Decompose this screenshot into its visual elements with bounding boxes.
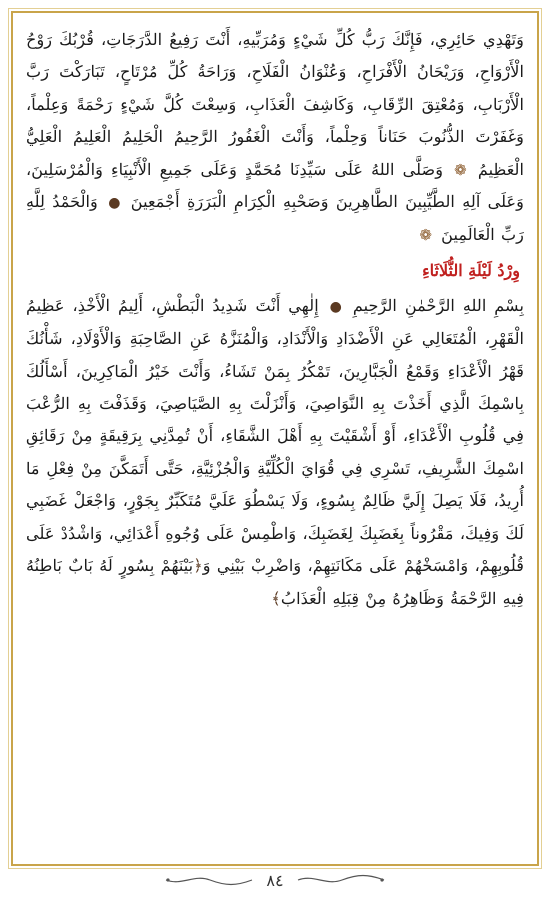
text-area: [26, 24, 524, 849]
paragraph-text: إِلٰهِي أَنْتَ شَدِيدُ الْبَطْشِ، أَلِيمُ الْأَخْذِ، عَظِيمُ الْقَهْرِ، الْمُتَعَالِي عَنِ الْأَضْدَادِ وَالْأَنْدَادِ، وَالْمُنَزَّهُ عَنِ الصَّاحِبَةِ وَالْأَوْلَادِ، شَأْنُكَ قَهْرُ الْأَعْدَاءِ وَقَمْعُ الْجَبَّارِينَ، تَمْكُرُ بِمَنْ تَشَاءُ، وَأَنْتَ خَيْرُ الْمَاكِرِينَ، أَسْأَلُكَ بِاسْمِكَ الَّذِي أَخَذْتَ بِهِ النَّوَاصِيَ، وَأَنْزَلْتَ بِهِ الصَّيَاصِيَ، وَقَذَفْتَ بِهِ الرُّعْبَ فِي قُلُوبِ الْأَعْدَاءِ، أَوْ أَشْقَيْتَ بِهِ أَهْلَ الشَّقَاءِ، أَنْ تُمِدَّنِي بِرَقِيقَةٍ مِنْ رَقَائِقِ اسْمِكَ الشَّرِيفِ، تَسْرِي فِي قُوَايَ الْكُلِّيَّةِ وَالْجُزْئِيَّةِ، حَتَّى أَتَمَكَّنَ مِنْ فِعْلِ مَا أُرِيدُ، فَلَا يَصِلَ إِلَيَّ ظَالِمٌ بِسُوءٍ، وَلَا يَسْطُوَ عَلَيَّ مُتَكَبِّرٌ بِجَوْرٍ، وَاجْعَلْ غَضَبِي لَكَ وَفِيكَ، مَقْرُوناً بِغَضَبِكَ لِغَضَبِكَ، وَاطْمِسْ عَلَى وُجُوهِ أَعْدَائِي، وَاشْدُدْ عَلَى قُلُوبِهِمْ، وَامْسَخْهُمْ عَلَى مَكَانَتِهِمْ، وَاضْرِبْ بَيْنِي وَ: [26, 295, 525, 576]
dot-separator-icon: ●: [329, 298, 342, 315]
flourish-left-icon: [296, 873, 386, 887]
section-heading: وِرْدُ لَيْلَةِ الثُّلَاثَاءِ: [422, 260, 520, 280]
paragraph-text: وَتَهْدِي حَائِرِي، فَإِنَّكَ رَبُّ كُلِّ شَيْءٍ وَمُرَبِّيهِ، أَنْتَ رَفِيعُ الدَّرَجَاتِ، قُرْبُكَ رَوْحُ الْأَرْوَاحِ، وَرَيْحَانُ الْأَفْرَاحِ، وَعُنْوَانُ الْفَلَاحِ، وَرَاحَةُ كُلِّ مُرْتَاحٍ، تَبَارَكْتَ رَبَّ الْأَرْبَابِ، وَمُعْتِقَ الرِّقَابِ، وَكَاشِفَ الْعَذَابِ، وَسِعْتَ كُلَّ شَيْءٍ رَحْمَةً وَعِلْماً، وَغَفَرْتَ الذُّنُوبَ حَنَاناً وَحِلْماً، وَأَنْتَ الْغَفُورُ الرَّحِيمُ الْحَلِيمُ الْعَلِيمُ الْعَلِيُّ الْعَظِيمُ: [26, 30, 524, 179]
hamd-text: وَالْحَمْدُ لِلَّهِ رَبِّ الْعَالَمِينَ: [26, 192, 524, 245]
flower-ornament-icon: ❁: [454, 160, 467, 179]
paragraph-closing-supplication: [26, 24, 524, 252]
flourish-right-icon: [164, 873, 254, 887]
quran-open-bracket: ﴿: [193, 556, 203, 576]
paragraph-tuesday-wird: [26, 290, 524, 615]
page-footer: [0, 865, 550, 895]
page-number: ٨٤: [266, 870, 284, 890]
basmala-text: بِسْمِ اللهِ الرَّحْمٰنِ الرَّحِيمِ: [352, 295, 524, 315]
quran-close-bracket: ﴾: [271, 588, 281, 608]
dot-separator-icon: ●: [108, 195, 121, 212]
quran-verse-text: بَيْنَهُمْ بِسُورٍ لَهُ بَابٌ بَاطِنُهُ فِيهِ الرَّحْمَةُ وَظَاهِرُهُ مِنْ قِبَلِهِ الْعَذَابُ: [26, 556, 524, 608]
flower-ornament-icon: ❁: [419, 226, 432, 245]
salawat-text: وَصَلَّى اللهُ عَلَى سَيِّدِنَا مُحَمَّدٍ وَعَلَى جَمِيعِ الْأَنْبِيَاءِ وَالْمُرْسَلِينَ، وَعَلَى آلِهِ الطَّيِّبِينَ الطَّاهِرِينَ وَصَحْبِهِ الْكِرَامِ الْبَرَرَةِ أَجْمَعِينَ: [26, 159, 524, 212]
